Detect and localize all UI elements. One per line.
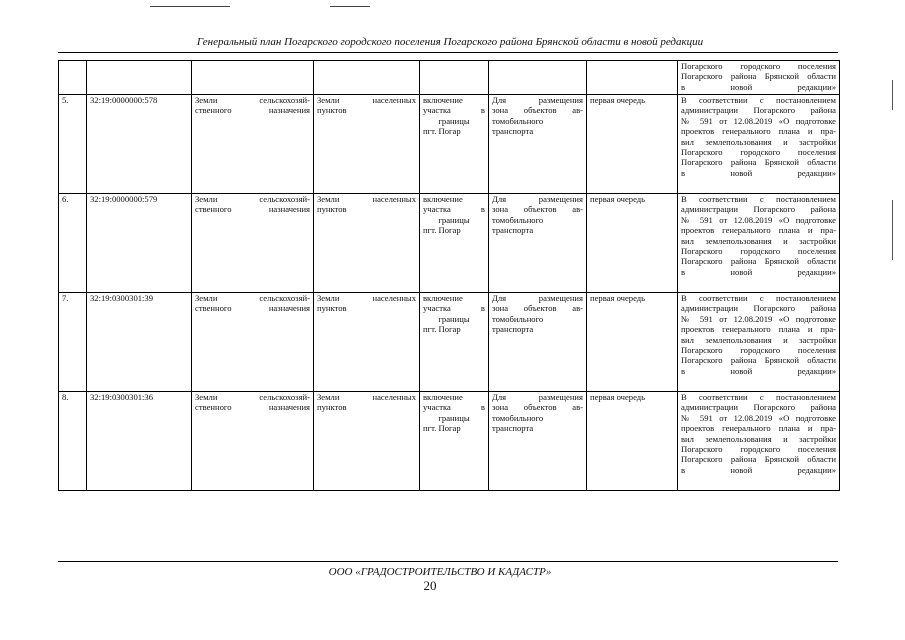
purpose-line: томобильного xyxy=(492,313,544,324)
stage-cell: первая очередь xyxy=(587,95,678,194)
reason-cell xyxy=(420,194,489,293)
margin-mark xyxy=(892,80,893,110)
basis-line: администрации Погарского района xyxy=(681,402,836,413)
purpose-line: Для размещения xyxy=(492,293,583,303)
row-number-cell: 7. xyxy=(59,293,87,392)
from-category-line: ственного назначения xyxy=(195,105,310,116)
page-number: 20 xyxy=(423,578,437,593)
purpose-line: зона объектов ав- xyxy=(492,105,583,116)
purpose-line: зона объектов ав- xyxy=(492,204,583,215)
basis-line: вил землепользования и застройки xyxy=(681,433,836,444)
to-category-cell xyxy=(314,392,420,491)
to-category-line: Земли населенных xyxy=(317,392,416,402)
basis-line: администрации Погарского района xyxy=(681,303,836,314)
reason-line: границы xyxy=(438,412,470,423)
cadastral-number-cell: 32:19:0000000:578 xyxy=(87,95,192,194)
basis-line: проектов генерального плана и пра- xyxy=(681,126,836,137)
from-category-cell xyxy=(192,194,314,293)
reason-cell xyxy=(420,95,489,194)
reason-line: пгт. Погар xyxy=(423,225,461,236)
from-category-line: ственного назначения xyxy=(195,204,310,215)
reason-line: участка в xyxy=(423,402,485,413)
basis-line: вил землепользования и застройки xyxy=(681,334,836,345)
basis-line: Погарского городского поселения xyxy=(681,147,836,158)
basis-line: В соответствии с постановлением xyxy=(681,293,836,303)
to-category-line: пунктов xyxy=(317,204,347,215)
basis-line: в новой редакции» xyxy=(681,167,836,178)
from-category-line: Земли сельскохозяй- xyxy=(195,95,310,105)
basis-line: в новой редакции» xyxy=(681,81,836,92)
table-row-continuation xyxy=(59,61,840,95)
reason-line: участка в xyxy=(423,303,485,314)
basis-cell xyxy=(678,293,840,392)
scan-artifact-line xyxy=(330,6,370,7)
purpose-cell xyxy=(489,392,587,491)
purpose-line: транспорта xyxy=(492,423,534,434)
basis-line: В соответствии с постановлением xyxy=(681,95,836,105)
from-category-cell xyxy=(192,293,314,392)
to-category-line: пунктов xyxy=(317,402,347,413)
from-category-line: Земли сельскохозяй- xyxy=(195,392,310,402)
to-category-line: пунктов xyxy=(317,303,347,314)
to-category-cell xyxy=(314,194,420,293)
purpose-cell xyxy=(489,293,587,392)
stage-cell: первая очередь xyxy=(587,293,678,392)
to-category-line: пунктов xyxy=(317,105,347,116)
basis-line: проектов генерального плана и пра- xyxy=(681,225,836,236)
purpose-line: томобильного xyxy=(492,412,544,423)
purpose-line: томобильного xyxy=(492,115,544,126)
reason-cell xyxy=(420,293,489,392)
purpose-line: Для размещения xyxy=(492,95,583,105)
reason-cell xyxy=(420,392,489,491)
basis-line: Погарского района Брянской области xyxy=(681,157,836,168)
margin-mark xyxy=(892,200,893,260)
basis-line: № 591 от 12.08.2019 «О подготовке xyxy=(681,115,836,126)
purpose-cell xyxy=(489,95,587,194)
from-category-cell xyxy=(192,392,314,491)
basis-line: в новой редакции» xyxy=(681,365,836,376)
basis-line: Погарского района Брянской области xyxy=(681,71,836,82)
cadastral-number-cell: 32:19:0000000:579 xyxy=(87,194,192,293)
purpose-line: транспорта xyxy=(492,126,534,137)
to-category-line: Земли населенных xyxy=(317,293,416,303)
from-category-cell xyxy=(192,95,314,194)
basis-cell xyxy=(678,194,840,293)
reason-line: границы xyxy=(438,115,470,126)
basis-line: Погарского городского поселения xyxy=(681,246,836,257)
reason-line: включение xyxy=(423,95,463,105)
reason-line: участка в xyxy=(423,105,485,116)
scan-artifact-line xyxy=(150,6,230,7)
to-category-line: Земли населенных xyxy=(317,194,416,204)
basis-cell xyxy=(678,392,840,491)
basis-cell xyxy=(678,61,840,95)
reason-line: границы xyxy=(438,313,470,324)
row-number-cell: 6. xyxy=(59,194,87,293)
basis-line: вил землепользования и застройки xyxy=(681,235,836,246)
purpose-line: зона объектов ав- xyxy=(492,402,583,413)
from-category-line: Земли сельскохозяй- xyxy=(195,293,310,303)
reason-line: включение xyxy=(423,194,463,204)
purpose-line: томобильного xyxy=(492,214,544,225)
basis-cell xyxy=(678,95,840,194)
basis-line: Погарского городского поселения xyxy=(681,345,836,356)
purpose-line: зона объектов ав- xyxy=(492,303,583,314)
reason-line: включение xyxy=(423,392,463,402)
from-category-line: Земли сельскохозяй- xyxy=(195,194,310,204)
footer-organization: ООО «ГРАДОСТРОИТЕЛЬСТВО И КАДАСТР» xyxy=(328,566,552,578)
table-row xyxy=(59,293,840,392)
reason-line: границы xyxy=(438,214,470,225)
land-transfer-table xyxy=(58,60,840,491)
cadastral-number-cell: 32:19:0300301:39 xyxy=(87,293,192,392)
cadastral-number-cell: 32:19:0300301:36 xyxy=(87,392,192,491)
reason-line: пгт. Погар xyxy=(423,324,461,335)
basis-line: Погарского района Брянской области xyxy=(681,355,836,366)
table-row xyxy=(59,392,840,491)
reason-line: пгт. Погар xyxy=(423,126,461,137)
purpose-line: Для размещения xyxy=(492,194,583,204)
basis-line: № 591 от 12.08.2019 «О подготовке xyxy=(681,313,836,324)
basis-line: Погарского района Брянской области xyxy=(681,454,836,465)
reason-line: пгт. Погар xyxy=(423,423,461,434)
basis-line: вил землепользования и застройки xyxy=(681,136,836,147)
basis-line: администрации Погарского района xyxy=(681,105,836,116)
reason-line: участка в xyxy=(423,204,485,215)
basis-line: администрации Погарского района xyxy=(681,204,836,215)
to-category-line: Земли населенных xyxy=(317,95,416,105)
purpose-cell xyxy=(489,194,587,293)
row-number-cell: 8. xyxy=(59,392,87,491)
basis-line: в новой редакции» xyxy=(681,266,836,277)
stage-cell: первая очередь xyxy=(587,194,678,293)
to-category-cell xyxy=(314,293,420,392)
from-category-line: ственного назначения xyxy=(195,303,310,314)
purpose-line: транспорта xyxy=(492,225,534,236)
header-rule xyxy=(58,52,838,53)
basis-line: Погарского городского поселения xyxy=(681,444,836,455)
row-number-cell: 5. xyxy=(59,95,87,194)
basis-line: проектов генерального плана и пра- xyxy=(681,423,836,434)
from-category-line: ственного назначения xyxy=(195,402,310,413)
reason-line: включение xyxy=(423,293,463,303)
purpose-line: Для размещения xyxy=(492,392,583,402)
basis-line: В соответствии с постановлением xyxy=(681,392,836,402)
basis-line: Погарского городского поселения xyxy=(681,61,836,71)
to-category-cell xyxy=(314,95,420,194)
basis-line: проектов генерального плана и пра- xyxy=(681,324,836,335)
page-header-title: Генеральный план Погарского городского поселения Погарского района Брянской области в новой редакции xyxy=(196,36,704,48)
basis-line: № 591 от 12.08.2019 «О подготовке xyxy=(681,214,836,225)
purpose-line: транспорта xyxy=(492,324,534,335)
stage-cell: первая очередь xyxy=(587,392,678,491)
basis-line: в новой редакции» xyxy=(681,464,836,475)
table-row xyxy=(59,194,840,293)
basis-line: Погарского района Брянской области xyxy=(681,256,836,267)
basis-line: № 591 от 12.08.2019 «О подготовке xyxy=(681,412,836,423)
footer-rule xyxy=(58,561,838,562)
table-row xyxy=(59,95,840,194)
basis-line: В соответствии с постановлением xyxy=(681,194,836,204)
